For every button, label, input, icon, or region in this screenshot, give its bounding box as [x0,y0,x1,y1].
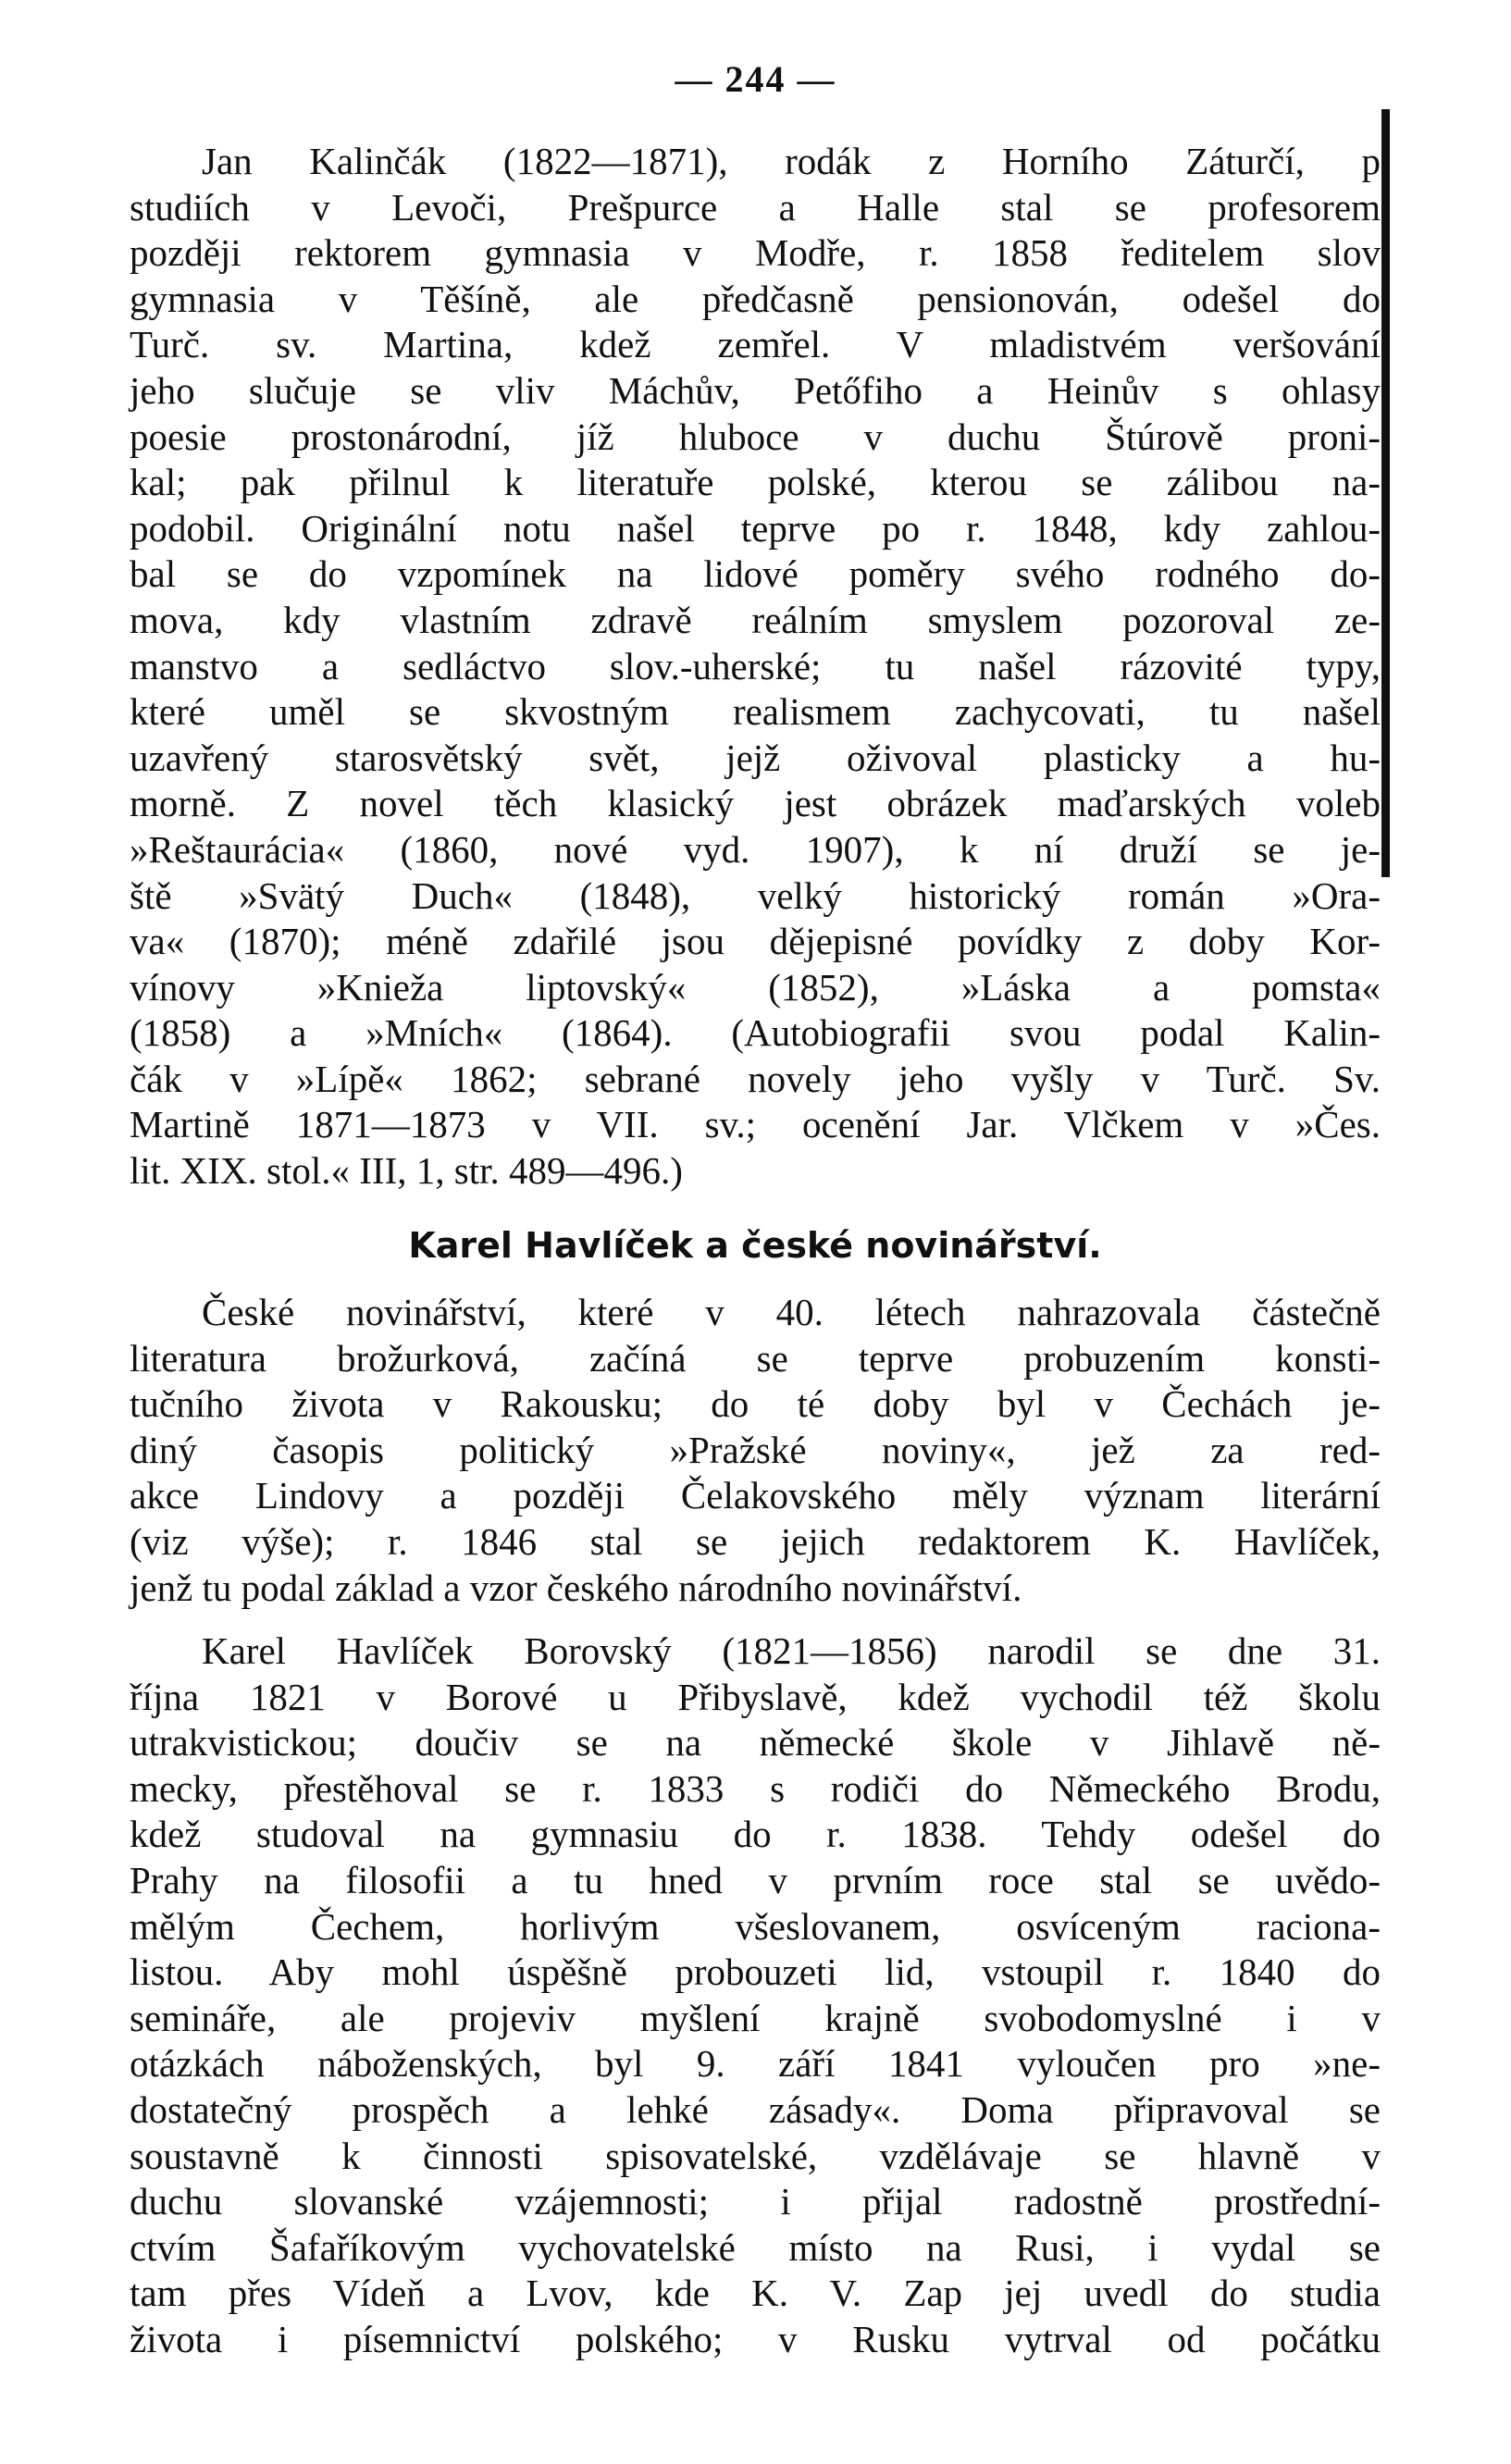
text-line: utrakvistickou; doučiv se na německé škole v Jihlavě ně- [130,1721,1381,1764]
text-line: tučního života v Rakousku; do té doby byl v Čechách je- [130,1382,1381,1426]
text-line: Karel Havlíček Borovský (1821—1856) narodil se dne 31. [202,1629,1381,1672]
text-line: bal se do vzpomínek na lidové poměry svého rodného do- [130,552,1381,596]
text-line: tam přes Vídeň a Lvov, kde K. V. Zap jej uvedl do studia [130,2272,1381,2315]
text-line: (1858) a »Mních« (1864). (Autobiografii svou podal Kalin- [130,1011,1381,1055]
text-line: poesie prostonárodní, jíž hluboce v duchu Štúrově proni- [130,415,1381,458]
text-line: kal; pak přilnul k literatuře polské, kterou se zálibou na- [130,461,1381,504]
text-line: soustavně k činnosti spisovatelské, vzdělávaje se hlavně v [130,2134,1381,2177]
text-line: října 1821 v Borové u Přibyslavě, kdež vychodil též školu [130,1675,1381,1718]
text-line: jeho slučuje se vliv Máchův, Petőfiho a Heinův s ohlasy [130,368,1381,412]
text-line: jenž tu podal základ a vzor českého národního novinářství. [130,1566,1022,1609]
scan-edge-shadow [1381,109,1390,877]
text-line: listou. Aby mohl úspěšně probouzeti lid, vstoupil r. 1840 do [130,1950,1381,1994]
text-line: gymnasia v Těšíně, ale předčasně pensionován, odešel do [130,277,1381,320]
text-line: Prahy na filosofii a tu hned v prvním roce stal se uvědo- [130,1858,1381,1901]
text-line: (viz výše); r. 1846 stal se jejich redaktorem K. Havlíček, [130,1519,1381,1563]
text-line: mělým Čechem, horlivým všeslovanem, osvíceným raciona- [130,1904,1381,1948]
text-line: později rektorem gymnasia v Modře, r. 1858 ředitelem slov [130,231,1381,275]
text-line: kdež studoval na gymnasiu do r. 1838. Tehdy odešel do [130,1813,1381,1856]
havlicek-paragraph [130,1628,1381,2363]
text-line: manstvo a sedláctvo slov.-uherské; tu našel rázovité typy, [130,644,1381,687]
text-line: »Reštaurácia« (1860, nové vyd. 1907), k ní druží se je- [130,827,1381,871]
text-line: mecky, přestěhoval se r. 1833 s rodiči do Německého Brodu, [130,1766,1381,1810]
text-line: podobil. Originální notu našel teprve po r. 1848, kdy zahlou- [130,506,1381,550]
section-heading: Karel Havlíček a české novinářství. [408,1225,1102,1266]
page-number: — 244 — [675,58,836,100]
text-line: Turč. sv. Martina, kdež zemřel. V mladistvém veršování [130,323,1381,366]
text-line: čák v »Lípě« 1862; sebrané novely jeho vyšly v Turč. Sv. [130,1057,1381,1100]
text-line: morně. Z novel těch klasický jest obrázek maďarských voleb [130,782,1381,825]
kalincak-paragraph [130,139,1381,1195]
text-line: které uměl se skvostným realismem zachycovati, tu našel [130,690,1381,734]
text-line: studiích v Levoči, Prešpurce a Halle stal se profesorem [130,185,1381,229]
text-line: diný časopis politický »Pražské noviny«, jež za red- [130,1428,1381,1471]
text-line: mova, kdy vlastním zdravě reálním smyslem pozoroval ze- [130,598,1381,641]
text-line: Jan Kalinčák (1822—1871), rodák z Horního Záturčí, p [202,140,1381,182]
text-line: České novinářství, které v 40. létech nahrazovala částečně [202,1291,1381,1333]
novinarstvi-paragraph [130,1290,1381,1611]
text-line: ctvím Šafaříkovým vychovatelské místo na Rusi, i vydal se [130,2225,1381,2269]
text-line: Martině 1871—1873 v VII. sv.; ocenění Jar. Vlčkem v »Čes. [130,1103,1381,1146]
text-line: otázkách náboženských, byl 9. září 1841 vyloučen pro »ne- [130,2042,1381,2086]
text-line: va« (1870); méně zdařilé jsou dějepisné povídky z doby Kor- [130,920,1381,963]
text-line: akce Lindovy a později Čelakovského měly význam literární [130,1474,1381,1517]
text-line: uzavřený starosvětský svět, jejž oživoval plasticky a hu- [130,736,1381,779]
text-line: vínovy »Knieža liptovský« (1852), »Láska a pomsta« [130,965,1381,1009]
text-line: lit. XIX. stol.« III, 1, str. 489—496.) [130,1149,683,1193]
text-line: ště »Svätý Duch« (1848), velký historický román »Ora- [130,873,1381,917]
text-line: života i písemnictví polského; v Rusku vytrval od počátku [130,2317,1381,2360]
text-line: semináře, ale projeviv myšlení krajně svobodomyslné i v [130,1996,1381,2039]
text-line: literatura brožurková, začíná se teprve probuzením konsti- [130,1336,1381,1380]
text-line: duchu slovanské vzájemnosti; i přijal radostně prostřední- [130,2180,1381,2223]
text-line: dostatečný prospěch a lehké zásady«. Doma připravoval se [130,2087,1381,2131]
